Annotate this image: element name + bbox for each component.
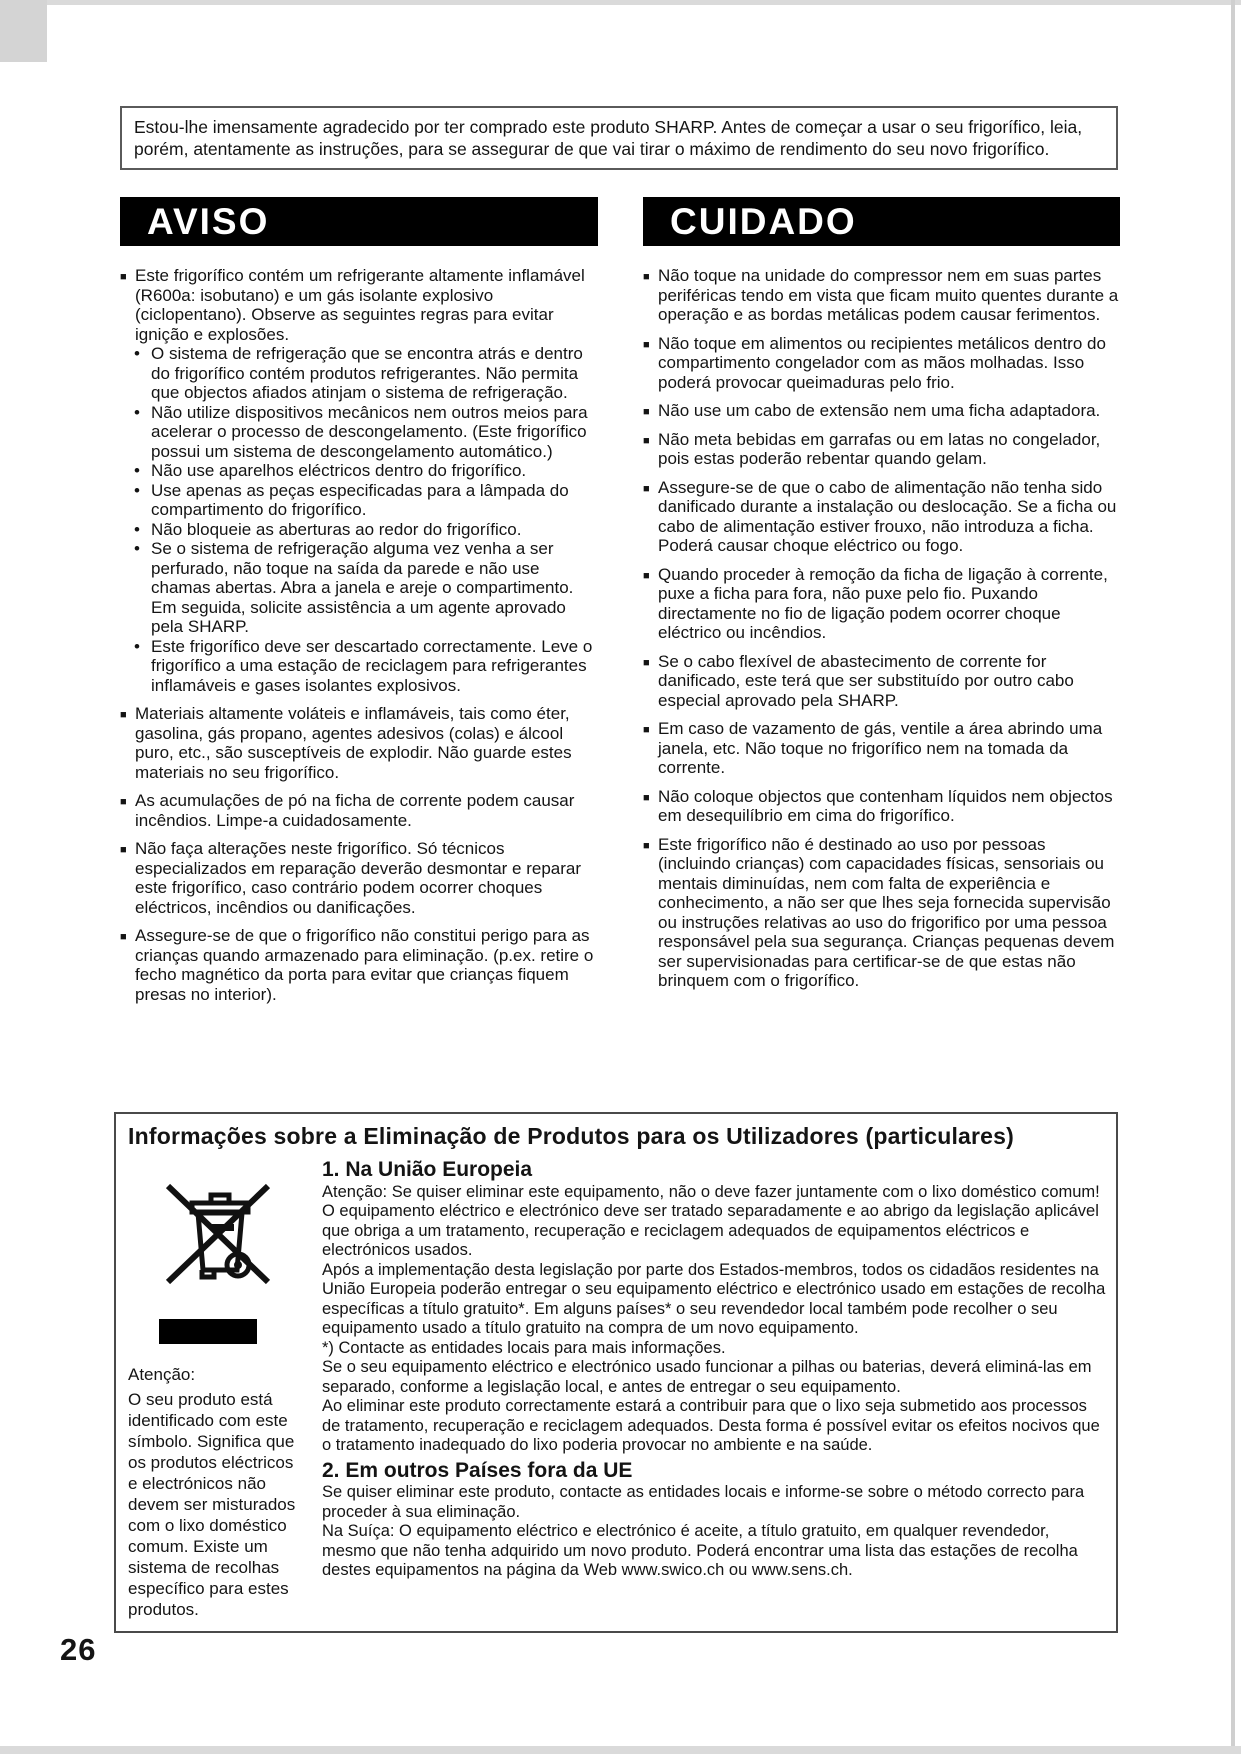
- aviso-title: AVISO: [147, 201, 270, 242]
- warning-item: ■ Materiais altamente voláteis e inflamáveis, tais como éter, gasolina, gás propano, agentes adesivos (colas) e álcool puro, etc., são susceptíveis de explodir. Não guarde estes materiais no seu frigorífico.: [120, 704, 598, 782]
- warning-item: ■ Este frigorífico não é destinado ao uso por pessoas (incluindo crianças) com capacidades físicas, sensoriais ou mentais diminuídas, nem com falta de experiência e conhecimento, a não ser que lhes seja fornecida supervisão ou instruções relativas ao uso do frigorifico por uma pessoa responsável pela sua segurança. Crianças pequenas devem ser supervisionadas para certificar-se de que estas não brinquem com o frigorífico.: [643, 835, 1120, 991]
- warning-item: ■ Não toque na unidade do compressor nem em suas partes periféricas tendo em vista que ficam muito quentes durante a operação e as bordas metálicas podem causar ferimentos.: [643, 266, 1120, 325]
- warning-subitem: • Não use aparelhos eléctricos dentro do frigorífico.: [120, 461, 598, 481]
- disposal-section2-heading: 2. Em outros Países fora da UE: [322, 1458, 633, 1482]
- disposal-info-box: [114, 1112, 1118, 1633]
- warning-item: ■ Em caso de vazamento de gás, ventile a área abrindo uma janela, etc. Não toque no frigorífico nem na tomada da corrente.: [643, 719, 1120, 778]
- disposal-caption: O seu produto está identificado com este símbolo. Significa que os produtos eléctricos e electrónicos não devem ser misturados com o lixo doméstico comum. Existe um sistema de recolhas específico para estes produtos.: [128, 1390, 296, 1619]
- weee-crossed-out-wheeled-bin-icon: [138, 1166, 298, 1303]
- warning-item: ■ Quando proceder à remoção da ficha de ligação à corrente, puxe a ficha para fora, não puxe pelo fio. Puxando directamente no fio de ligação podem ocorrer choque eléctrico ou incêndios.: [643, 565, 1120, 643]
- disposal-title: Informações sobre a Eliminação de Produtos para os Utilizadores (particulares): [128, 1123, 1015, 1149]
- warning-item: ■ Se o cabo flexível de abastecimento de corrente for danificado, este terá que ser substituído por outro cabo especial aprovado pela SHARP.: [643, 652, 1120, 711]
- paragraph: Se o seu equipamento eléctrico e electrónico usado funcionar a pilhas ou baterias, deverá eliminá-las em separado, conforme a legislação local, e antes de entregar o seu equipamento.: [322, 1358, 1092, 1396]
- paragraph: Após a implementação desta legislação por parte dos Estados-membros, todos os cidadãos residentes na União Europeia poderão entregar o seu equipamento eléctrico e electrónico usado em estações de recolha específicas a título gratuito*. Em alguns países* o seu revendedor local também pode recolher o seu equipamento usado a título gratuito na compra de um novo equipamento.: [322, 1260, 1106, 1337]
- scan-edge-right: [1231, 0, 1235, 1754]
- aviso-list: [120, 266, 598, 1004]
- paragraph: Na Suíça: O equipamento eléctrico e electrónico é aceite, a título gratuito, em qualquer revendedor, mesmo que não tenha adquirido um novo produto. Poderá encontrar uma lista das estações de recolha destes equipamentos na página da Web www.swico.ch ou www.sens.ch.: [322, 1522, 1078, 1579]
- scan-edge-bottom: [0, 1746, 1241, 1754]
- cuidado-list: [643, 266, 1120, 991]
- disposal-section1-paragraphs: [322, 1183, 1106, 1456]
- paragraph: Ao eliminar este produto correctamente estará a contribuir para que o lixo seja submetido aos processos de tratamento, recuperação e reciclagem adequados. Desta forma é possível evitar os efeitos nocivos que o tratamento inadequado do lixo poderia provocar no ambiente e na saúde.: [322, 1397, 1100, 1454]
- cuidado-header-bar: [643, 197, 1120, 246]
- warning-item: ■ Não faça alterações neste frigorífico. Só técnicos especializados em reparação deverão desmontar e reparar este frigorífico, caso contrário podem ocorrer choques eléctricos, incêndios ou danificações.: [120, 839, 598, 917]
- weee-black-bar: [159, 1319, 257, 1344]
- cuidado-title: CUIDADO: [670, 201, 857, 242]
- scan-edge-corner: [0, 0, 47, 62]
- warning-column-aviso: [120, 197, 598, 1004]
- scan-edge-top: [0, 0, 1241, 5]
- warning-item: ■ As acumulações de pó na ficha de corrente podem causar incêndios. Limpe-a cuidadosamente.: [120, 791, 598, 830]
- warning-subitem: • Não bloqueie as aberturas ao redor do frigorífico.: [120, 520, 598, 540]
- aviso-header-bar: [120, 197, 598, 246]
- disposal-section1-heading: 1. Na União Europeia: [322, 1158, 533, 1181]
- warning-subitem: • O sistema de refrigeração que se encontra atrás e dentro do frigorífico contém produtos refrigerantes. Não permita que objectos afiados atinjam o sistema de refrigeração.: [120, 344, 598, 403]
- disposal-symbol-column: [128, 1160, 306, 1620]
- disposal-text-column: [322, 1160, 1106, 1620]
- warning-item: ■ Assegure-se de que o cabo de alimentação não tenha sido danificado durante a instalação ou deslocação. Se a ficha ou cabo de alimentação estiver frouxo, não introduza a ficha. Poderá causar choque eléctrico ou fogo.: [643, 478, 1120, 556]
- disposal-caption-title: Atenção:: [128, 1365, 196, 1384]
- paragraph: *) Contacte as entidades locais para mais informações.: [322, 1338, 726, 1357]
- paragraph: Atenção: Se quiser eliminar este equipamento, não o deve fazer juntamente com o lixo doméstico comum!: [322, 1182, 1100, 1201]
- warning-item: ■ Não coloque objectos que contenham líquidos nem objectos em desequilíbrio em cima do frigorífico.: [643, 787, 1120, 826]
- warning-item: ■ Não meta bebidas em garrafas ou em latas no congelador, pois estas poderão rebentar quando gelam.: [643, 430, 1120, 469]
- warning-item: ■ Assegure-se de que o frigorífico não constitui perigo para as crianças quando armazenado para eliminação. (p.ex. retire o fecho magnético da porta para evitar que crianças fiquem presas no interior).: [120, 926, 598, 1004]
- warning-column-cuidado: [643, 197, 1120, 991]
- warning-subitem: • Este frigorífico deve ser descartado correctamente. Leve o frigorífico a uma estação de reciclagem para refrigerantes inflamáveis e gases isolantes explosivos.: [120, 637, 598, 696]
- disposal-section2-paragraphs: [322, 1483, 1106, 1581]
- warning-item: ■ Não toque em alimentos ou recipientes metálicos dentro do compartimento congelador com as mãos molhadas. Isso poderá provocar queimaduras pelo frio.: [643, 334, 1120, 393]
- warning-item: ■ Este frigorífico contém um refrigerante altamente inflamável (R600a: isobutano) e um gás isolante explosivo (ciclopentano). Observe as seguintes regras para evitar ignição e explosões.: [120, 266, 598, 344]
- warning-subitem: • Se o sistema de refrigeração alguma vez venha a ser perfurado, não toque na saída da parede e não use chamas abertas. Abra a janela e areje o compartimento. Em seguida, solicite assistência a um agente aprovado pela SHARP.: [120, 539, 598, 637]
- warning-subitem: • Não utilize dispositivos mecânicos nem outros meios para acelerar o processo de descongelamento. (Este frigorífico possui um sistema de descongelamento automático.): [120, 403, 598, 462]
- paragraph: Se quiser eliminar este produto, contacte as entidades locais e informe-se sobre o método correcto para proceder à sua eliminação.: [322, 1483, 1085, 1521]
- warning-item: ■ Não use um cabo de extensão nem uma ficha adaptadora.: [643, 401, 1120, 421]
- page-number: 26: [60, 1632, 97, 1667]
- warning-subitem: • Use apenas as peças especificadas para a lâmpada do compartimento do frigorífico.: [120, 481, 598, 520]
- paragraph: O equipamento eléctrico e electrónico deve ser tratado separadamente e ao abrigo da legislação aplicável que obriga a um tratamento, recuperação e reciclagem adequados de equipamentos eléctricos e electrónicos usados.: [322, 1202, 1099, 1259]
- intro-note: Estou-lhe imensamente agradecido por ter comprado este produto SHARP. Antes de começar a usar o seu frigorífico, leia, porém, atentamente as instruções, para se assegurar de que vai tirar o máximo de rendimento do seu novo frigorífico.: [120, 106, 1118, 170]
